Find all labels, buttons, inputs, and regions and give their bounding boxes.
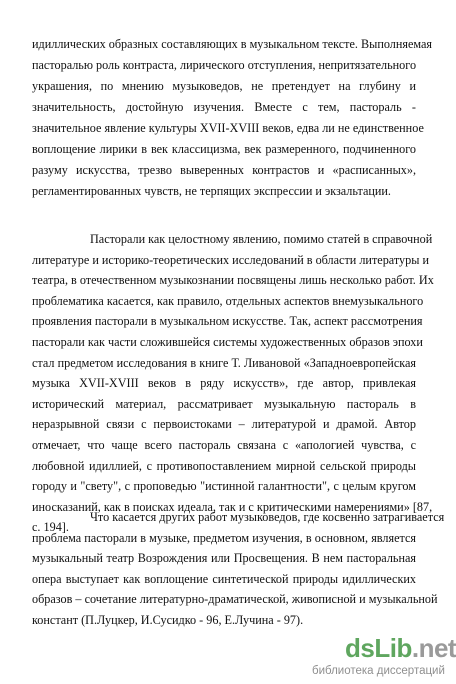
text-line: музыка XVII-XVIII веков в ряду искусств», где автор, привлекая <box>32 376 416 390</box>
text-line: образов – сочетание литературно-драматической, живописной и музыкальной <box>32 592 438 606</box>
text-line: украшения, по мнению музыковедов, не претендует на глубину и <box>32 79 416 93</box>
text-line: музыкальный театр Возрождения или Просвещения. В нем пасторальная <box>32 551 416 565</box>
text-line: с. 194]. <box>32 520 69 534</box>
text-line: неразрывной связи с первоистоками – литературой и драмой. Автор <box>32 417 416 431</box>
watermark-logo <box>345 635 456 661</box>
text-line: идиллических образных составляющих в музыкальном тексте. Выполняемая <box>32 37 433 51</box>
text-line: театра, в отечественном музыкознании посвящены лишь несколько работ. Их <box>32 273 434 287</box>
watermark-subtitle: библиотека диссертаций <box>312 665 445 677</box>
text-line: городу и "свету", с проповедью "истинной галантности", с целым кругом <box>32 479 416 493</box>
text-line: отмечает, что чаще всего пастораль связана с «апологией чувства, с <box>32 438 416 452</box>
text-line: регламентированных чувств, не терпящих экспрессии и экзальтации. <box>32 184 391 198</box>
text-line: исторический материал, рассматривает музыкальную пастораль в <box>32 397 416 411</box>
watermark-logo-part2: .net <box>411 633 456 663</box>
text-line: проявления пасторали в музыкальном искусстве. Так, аспект рассмотрения <box>32 314 423 328</box>
text-line: иносказаний, как в поисках идеала, так и с критическими намерениями» [87, <box>32 500 433 514</box>
paragraph-first-line: Что касается других работ музыковедов, где косвенно затрагивается <box>90 510 445 524</box>
text-line: разуму искусства, трезво выверенных контрастов и «расписанных», <box>32 163 416 177</box>
text-line: значительное явление культуры XVII-XVIII веков, едва ли не единственное <box>32 121 424 135</box>
text-line: пасторалью роль контраста, лирического отступления, непритязательного <box>32 58 417 72</box>
text-line: значительность, достойную изучения. Вместе с тем, пастораль - <box>32 100 416 114</box>
text-line: проблема пасторали в музыке, предметом изучения, в основном, является <box>32 531 416 545</box>
text-line: воплощение лирики в век классицизма, век размеренного, подчиненного <box>32 142 416 156</box>
text-line: пасторали как части сложившейся системы художественных образов эпохи <box>32 335 423 349</box>
text-line: любовной идиллией, с противопоставлением мирной сельской природы <box>32 459 416 473</box>
text-line: литературе и историко-теоретических исследований в области литературы и <box>32 253 429 267</box>
text-line: проблематика касается, как правило, отдельных аспектов внемузыкального <box>32 294 424 308</box>
text-line: опера выступает как воплощение синтетической природы идиллических <box>32 572 416 586</box>
text-line: стал предметом исследования в книге Т. Ливановой «Западноевропейская <box>32 356 416 370</box>
text-line: констант (П.Луцкер, И.Сусидко - 96, Е.Лучина - 97). <box>32 613 304 627</box>
paragraph-first-line: Пасторали как целостному явлению, помимо статей в справочной <box>90 232 433 246</box>
watermark-logo-part1: dsLib <box>345 633 412 663</box>
